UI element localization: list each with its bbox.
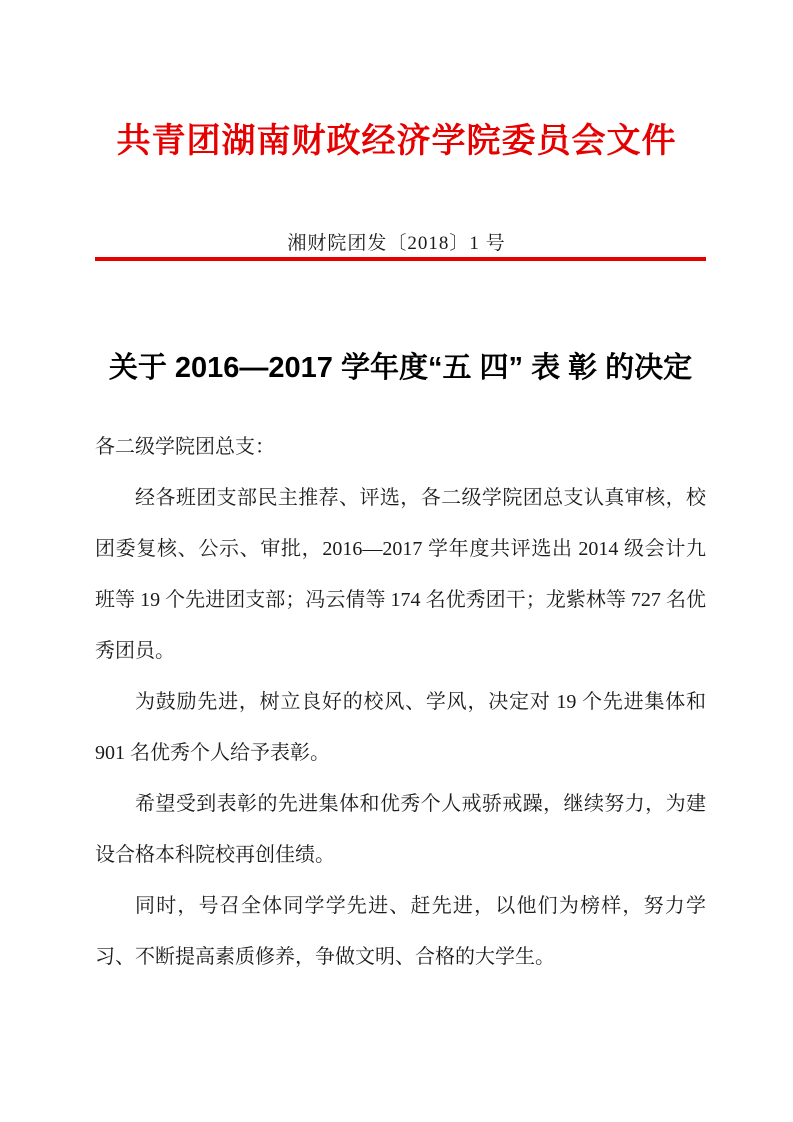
red-separator-rule: [95, 257, 706, 261]
document-reference-number: 湘财院团发〔2018〕1 号: [287, 233, 506, 254]
document-title: 关于 2016—2017 学年度“五 四” 表 彰 的决定: [108, 352, 693, 384]
body-paragraph: 同时，号召全体同学学先进、赶先进，以他们为榜样，努力学习、不断提高素质修养，争做文明、合格的大学生。: [95, 895, 706, 968]
document-body: [95, 422, 706, 983]
body-paragraph: 希望受到表彰的先进集体和优秀个人戒骄戒躁，继续努力，为建设合格本科院校再创佳绩。: [95, 793, 706, 866]
body-paragraph: 为鼓励先进，树立良好的校风、学风，决定对 19 个先进集体和 901 名优秀个人给予表彰。: [95, 691, 706, 764]
salutation-line: 各二级学院团总支：: [95, 436, 275, 458]
document-content-column: [0, 257, 793, 983]
body-paragraph: 经各班团支部民主推荐、评选，各二级学院团总支认真审核，校团委复核、公示、审批，2016—2017 学年度共评选出 2014 级会计九班等 19 个先进团支部；冯云倩等 174 名优秀团干；龙紫林等 727 名优秀团员。: [95, 487, 706, 662]
issuing-organization-title: 共青团湖南财政经济学院委员会文件: [116, 123, 677, 160]
